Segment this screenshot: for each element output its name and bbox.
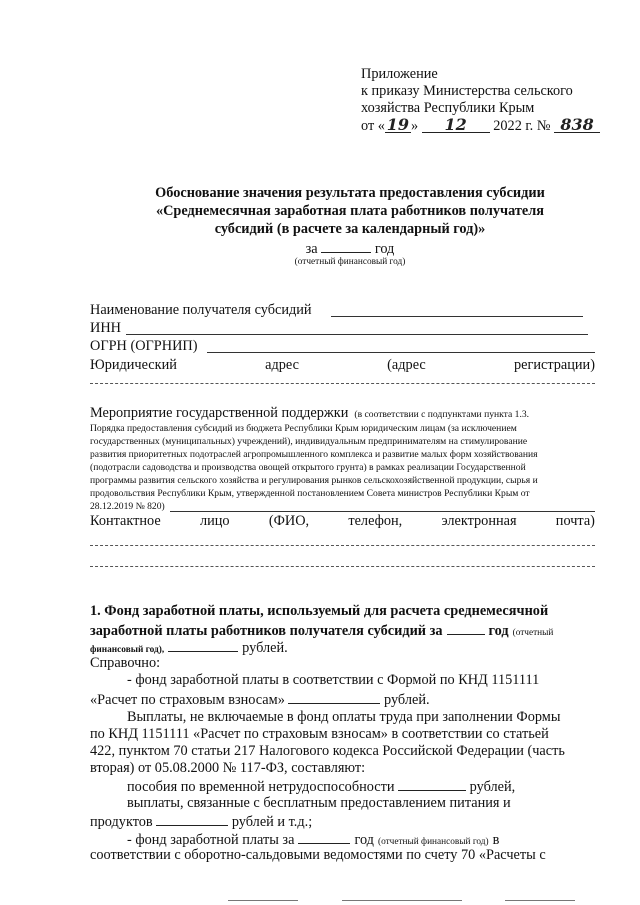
appendix-line: хозяйства Республики Крым bbox=[361, 100, 535, 116]
section-heading: 1. Фонд заработной платы, используемый для расчета среднемесячной bbox=[90, 603, 549, 619]
paragraph: пособия по временной нетрудоспособности рублей, bbox=[127, 779, 516, 795]
paragraph: - фонд заработной платы за год (отчетный финансовый год) в bbox=[127, 832, 500, 848]
reference-label: Справочно: bbox=[90, 655, 161, 671]
inn-field[interactable] bbox=[126, 334, 588, 335]
order-number: 838 bbox=[554, 117, 600, 133]
measure-note: (подотрасли садоводства и производства овощей открытого грунта) в рамках реализации Государственной bbox=[90, 462, 526, 473]
paragraph: «Расчет по страховым взносам» рублей. bbox=[90, 692, 430, 708]
paragraph: - фонд заработной платы в соответствии с Формой по КНД 1151111 bbox=[127, 672, 540, 688]
paragraph: Выплаты, не включаемые в фонд оплаты труда при заполнении Формы bbox=[127, 709, 561, 725]
paragraph: по КНД 1151111 «Расчет по страховым взносам» в соответствии со статьей bbox=[90, 726, 549, 742]
period-note: (отчетный финансовый год) bbox=[294, 257, 406, 267]
measure-note: 28.12.2019 № 820) bbox=[90, 501, 165, 512]
order-day: 19 bbox=[386, 115, 410, 134]
recipient-name-label: Наименование получателя субсидий bbox=[90, 302, 312, 318]
contact-label: Контактное лицо (ФИО, телефон, электронная почта) bbox=[90, 513, 595, 529]
recipient-name-field[interactable] bbox=[331, 316, 583, 317]
section-heading: заработной платы работников получателя субсидий за год (отчетный bbox=[90, 623, 554, 639]
paragraph: вторая) от 05.08.2000 № 117-ФЗ, составляют: bbox=[90, 760, 366, 776]
year-blank bbox=[321, 239, 371, 253]
ogrn-label: ОГРН (ОГРНИП) bbox=[90, 338, 198, 354]
appendix-line: к приказу Министерства сельского bbox=[361, 83, 573, 99]
amount-blank bbox=[156, 812, 228, 826]
title-line: субсидий (в расчете за календарный год)» bbox=[214, 221, 486, 237]
ogrn-field[interactable] bbox=[207, 352, 595, 353]
measure-note: государственных (муниципальных) учреждений), индивидуальным предпринимателям на стимулирование bbox=[90, 436, 528, 447]
year-blank bbox=[298, 830, 350, 844]
paragraph: соответствии с оборотно-сальдовыми ведомостями по счету 70 «Расчеты с bbox=[90, 847, 546, 863]
measure-line1: Мероприятие государственной поддержки (в соответствии с подпунктами пункта 1.3. bbox=[90, 405, 530, 421]
legal-address-field[interactable] bbox=[90, 383, 595, 384]
year-blank bbox=[447, 621, 485, 635]
amount-blank bbox=[288, 690, 380, 704]
title-line: «Среднемесячная заработная плата работников получателя bbox=[155, 203, 545, 219]
amount-blank bbox=[398, 777, 466, 791]
divider bbox=[342, 900, 462, 901]
reporting-period-line: за год bbox=[305, 241, 395, 257]
contact-field[interactable] bbox=[90, 566, 595, 567]
measure-note: развития приоритетных подотраслей агропромышленного комплекса и развитие малых форм хозяйствования bbox=[90, 449, 538, 460]
divider bbox=[505, 900, 575, 901]
amount-blank bbox=[168, 638, 238, 652]
contact-field[interactable] bbox=[90, 545, 595, 546]
appendix-title: Приложение bbox=[361, 66, 438, 82]
order-date-line: от « 19 » 12 2022 г. № 838 bbox=[361, 117, 600, 134]
inn-label: ИНН bbox=[90, 320, 121, 336]
paragraph: 422, пунктом 70 статьи 217 Налогового кодекса Российской Федерации (часть bbox=[90, 743, 565, 759]
order-month: 12 bbox=[422, 117, 490, 133]
legal-address-label: Юридический адрес (адрес регистрации) bbox=[90, 357, 595, 373]
measure-note: программы развития сельского хозяйства и регулирования рынков сельскохозяйственной продукции, сырья и bbox=[90, 475, 538, 486]
measure-note: продовольствия Республики Крым, утвержденной постановлением Совета министров Республики Крым от bbox=[90, 488, 530, 499]
divider bbox=[228, 900, 298, 901]
measure-label: Мероприятие государственной поддержки bbox=[90, 405, 349, 421]
measure-field[interactable] bbox=[170, 511, 595, 512]
paragraph: выплаты, связанные с бесплатным предоставлением питания и bbox=[127, 795, 511, 811]
paragraph: продуктов рублей и т.д.; bbox=[90, 814, 313, 830]
section-heading: финансовый год), рублей. bbox=[90, 640, 288, 656]
title-line: Обоснование значения результата предоставления субсидии bbox=[155, 185, 545, 201]
measure-note: Порядка предоставления субсидий из бюджета Республики Крым юридическим лицам (за исключением bbox=[90, 423, 517, 434]
